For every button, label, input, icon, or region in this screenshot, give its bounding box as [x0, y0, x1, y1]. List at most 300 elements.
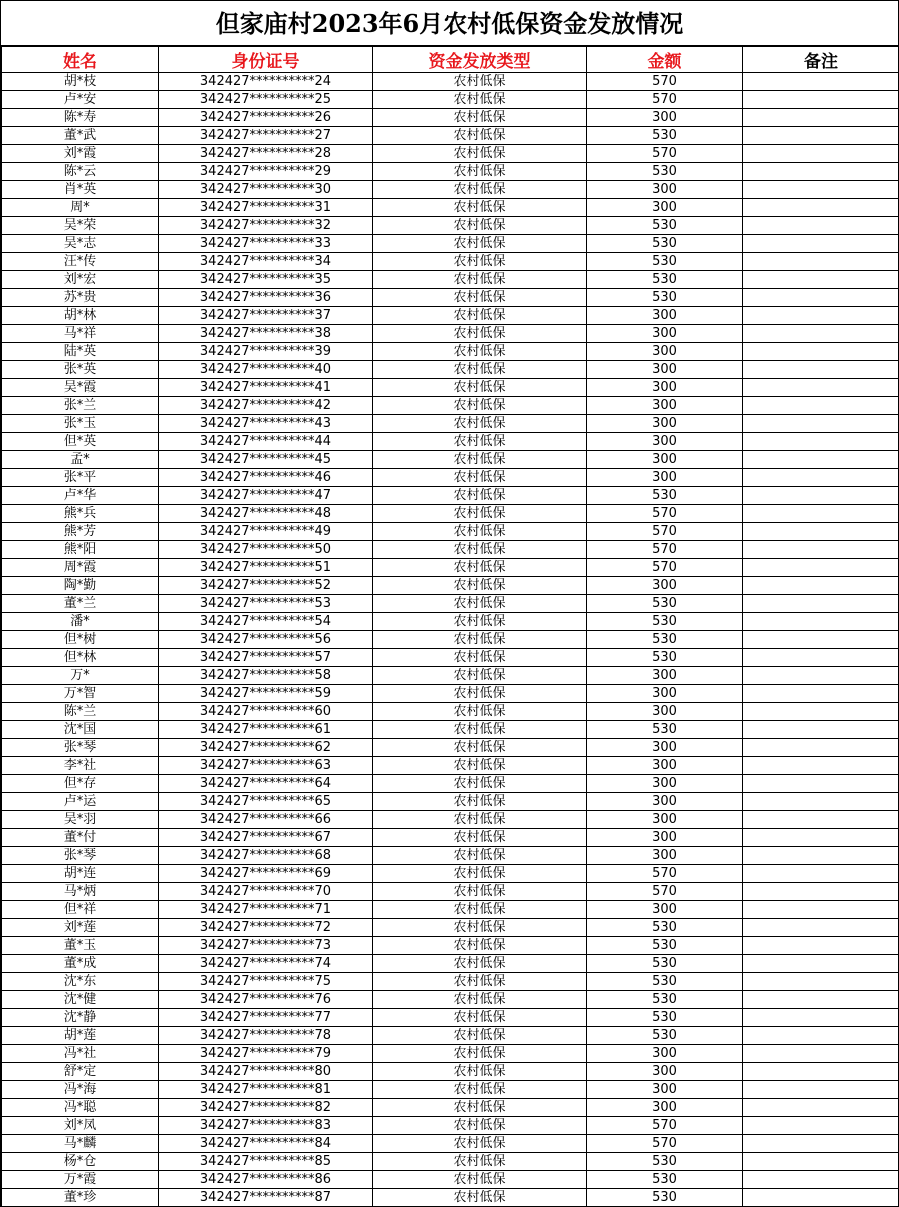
cell-payment-type[interactable]: 农村低保: [373, 343, 587, 361]
cell-payment-type[interactable]: 农村低保: [373, 541, 587, 559]
cell-remarks[interactable]: [743, 1045, 899, 1063]
cell-id-number[interactable]: 342427**********45: [159, 451, 373, 469]
cell-amount[interactable]: 530: [587, 1171, 743, 1189]
cell-payment-type[interactable]: 农村低保: [373, 667, 587, 685]
cell-remarks[interactable]: [743, 613, 899, 631]
cell-id-number[interactable]: 342427**********64: [159, 775, 373, 793]
cell-payment-type[interactable]: 农村低保: [373, 469, 587, 487]
cell-amount[interactable]: 530: [587, 991, 743, 1009]
cell-name[interactable]: 胡*莲: [2, 1027, 159, 1045]
cell-payment-type[interactable]: 农村低保: [373, 73, 587, 91]
header-remarks[interactable]: 备注: [743, 47, 899, 73]
cell-id-number[interactable]: 342427**********50: [159, 541, 373, 559]
cell-amount[interactable]: 530: [587, 217, 743, 235]
cell-id-number[interactable]: 342427**********70: [159, 883, 373, 901]
cell-amount[interactable]: 530: [587, 613, 743, 631]
cell-payment-type[interactable]: 农村低保: [373, 865, 587, 883]
cell-id-number[interactable]: 342427**********37: [159, 307, 373, 325]
cell-amount[interactable]: 570: [587, 1117, 743, 1135]
cell-remarks[interactable]: [743, 1117, 899, 1135]
cell-amount[interactable]: 570: [587, 145, 743, 163]
cell-name[interactable]: 陈*兰: [2, 703, 159, 721]
cell-amount[interactable]: 530: [587, 163, 743, 181]
cell-name[interactable]: 冯*社: [2, 1045, 159, 1063]
header-payment-type[interactable]: 资金发放类型: [373, 47, 587, 73]
cell-id-number[interactable]: 342427**********33: [159, 235, 373, 253]
cell-payment-type[interactable]: 农村低保: [373, 991, 587, 1009]
cell-amount[interactable]: 530: [587, 1189, 743, 1207]
cell-payment-type[interactable]: 农村低保: [373, 289, 587, 307]
cell-amount[interactable]: 530: [587, 235, 743, 253]
cell-remarks[interactable]: [743, 217, 899, 235]
cell-amount[interactable]: 300: [587, 901, 743, 919]
cell-payment-type[interactable]: 农村低保: [373, 631, 587, 649]
cell-id-number[interactable]: 342427**********41: [159, 379, 373, 397]
cell-amount[interactable]: 300: [587, 325, 743, 343]
cell-remarks[interactable]: [743, 955, 899, 973]
cell-amount[interactable]: 570: [587, 91, 743, 109]
cell-payment-type[interactable]: 农村低保: [373, 847, 587, 865]
cell-amount[interactable]: 570: [587, 505, 743, 523]
cell-name[interactable]: 万*智: [2, 685, 159, 703]
cell-name[interactable]: 董*珍: [2, 1189, 159, 1207]
cell-amount[interactable]: 530: [587, 127, 743, 145]
cell-remarks[interactable]: [743, 847, 899, 865]
cell-remarks[interactable]: [743, 1027, 899, 1045]
cell-name[interactable]: 陆*英: [2, 343, 159, 361]
cell-name[interactable]: 万*: [2, 667, 159, 685]
cell-name[interactable]: 董*付: [2, 829, 159, 847]
cell-payment-type[interactable]: 农村低保: [373, 649, 587, 667]
cell-id-number[interactable]: 342427**********63: [159, 757, 373, 775]
cell-amount[interactable]: 300: [587, 811, 743, 829]
cell-remarks[interactable]: [743, 919, 899, 937]
cell-remarks[interactable]: [743, 415, 899, 433]
cell-payment-type[interactable]: 农村低保: [373, 973, 587, 991]
cell-payment-type[interactable]: 农村低保: [373, 145, 587, 163]
cell-id-number[interactable]: 342427**********74: [159, 955, 373, 973]
cell-payment-type[interactable]: 农村低保: [373, 613, 587, 631]
cell-remarks[interactable]: [743, 973, 899, 991]
header-name[interactable]: 姓名: [2, 47, 159, 73]
cell-name[interactable]: 熊*阳: [2, 541, 159, 559]
cell-payment-type[interactable]: 农村低保: [373, 1027, 587, 1045]
cell-remarks[interactable]: [743, 1153, 899, 1171]
cell-remarks[interactable]: [743, 397, 899, 415]
cell-remarks[interactable]: [743, 307, 899, 325]
cell-name[interactable]: 马*祥: [2, 325, 159, 343]
cell-remarks[interactable]: [743, 469, 899, 487]
cell-amount[interactable]: 300: [587, 667, 743, 685]
cell-remarks[interactable]: [743, 595, 899, 613]
cell-id-number[interactable]: 342427**********51: [159, 559, 373, 577]
cell-remarks[interactable]: [743, 667, 899, 685]
cell-remarks[interactable]: [743, 1171, 899, 1189]
cell-id-number[interactable]: 342427**********77: [159, 1009, 373, 1027]
cell-amount[interactable]: 300: [587, 1063, 743, 1081]
cell-remarks[interactable]: [743, 325, 899, 343]
cell-amount[interactable]: 300: [587, 1099, 743, 1117]
cell-name[interactable]: 马*炳: [2, 883, 159, 901]
cell-amount[interactable]: 530: [587, 649, 743, 667]
cell-id-number[interactable]: 342427**********48: [159, 505, 373, 523]
cell-id-number[interactable]: 342427**********24: [159, 73, 373, 91]
cell-id-number[interactable]: 342427**********40: [159, 361, 373, 379]
cell-payment-type[interactable]: 农村低保: [373, 127, 587, 145]
cell-remarks[interactable]: [743, 901, 899, 919]
cell-payment-type[interactable]: 农村低保: [373, 433, 587, 451]
cell-amount[interactable]: 570: [587, 865, 743, 883]
cell-payment-type[interactable]: 农村低保: [373, 559, 587, 577]
cell-name[interactable]: 周*霞: [2, 559, 159, 577]
cell-remarks[interactable]: [743, 343, 899, 361]
cell-amount[interactable]: 530: [587, 487, 743, 505]
cell-amount[interactable]: 300: [587, 361, 743, 379]
cell-name[interactable]: 但*树: [2, 631, 159, 649]
cell-id-number[interactable]: 342427**********78: [159, 1027, 373, 1045]
cell-name[interactable]: 冯*聪: [2, 1099, 159, 1117]
cell-amount[interactable]: 300: [587, 847, 743, 865]
cell-payment-type[interactable]: 农村低保: [373, 901, 587, 919]
cell-payment-type[interactable]: 农村低保: [373, 523, 587, 541]
cell-payment-type[interactable]: 农村低保: [373, 721, 587, 739]
cell-id-number[interactable]: 342427**********83: [159, 1117, 373, 1135]
cell-remarks[interactable]: [743, 649, 899, 667]
cell-remarks[interactable]: [743, 559, 899, 577]
cell-payment-type[interactable]: 农村低保: [373, 271, 587, 289]
cell-remarks[interactable]: [743, 1099, 899, 1117]
cell-name[interactable]: 陈*云: [2, 163, 159, 181]
cell-id-number[interactable]: 342427**********80: [159, 1063, 373, 1081]
cell-amount[interactable]: 530: [587, 937, 743, 955]
cell-remarks[interactable]: [743, 811, 899, 829]
cell-name[interactable]: 但*英: [2, 433, 159, 451]
cell-amount[interactable]: 570: [587, 523, 743, 541]
cell-payment-type[interactable]: 农村低保: [373, 163, 587, 181]
cell-amount[interactable]: 530: [587, 1009, 743, 1027]
cell-remarks[interactable]: [743, 793, 899, 811]
cell-name[interactable]: 刘*霞: [2, 145, 159, 163]
cell-payment-type[interactable]: 农村低保: [373, 379, 587, 397]
cell-amount[interactable]: 300: [587, 433, 743, 451]
cell-id-number[interactable]: 342427**********42: [159, 397, 373, 415]
cell-id-number[interactable]: 342427**********82: [159, 1099, 373, 1117]
cell-name[interactable]: 张*平: [2, 469, 159, 487]
cell-name[interactable]: 张*玉: [2, 415, 159, 433]
cell-name[interactable]: 刘*宏: [2, 271, 159, 289]
cell-name[interactable]: 但*祥: [2, 901, 159, 919]
cell-id-number[interactable]: 342427**********32: [159, 217, 373, 235]
cell-name[interactable]: 沈*静: [2, 1009, 159, 1027]
cell-name[interactable]: 陶*勤: [2, 577, 159, 595]
cell-remarks[interactable]: [743, 163, 899, 181]
cell-name[interactable]: 董*武: [2, 127, 159, 145]
cell-remarks[interactable]: [743, 271, 899, 289]
cell-payment-type[interactable]: 农村低保: [373, 1063, 587, 1081]
cell-remarks[interactable]: [743, 721, 899, 739]
cell-name[interactable]: 万*霞: [2, 1171, 159, 1189]
cell-id-number[interactable]: 342427**********68: [159, 847, 373, 865]
cell-amount[interactable]: 300: [587, 577, 743, 595]
cell-amount[interactable]: 300: [587, 307, 743, 325]
cell-id-number[interactable]: 342427**********85: [159, 1153, 373, 1171]
cell-id-number[interactable]: 342427**********87: [159, 1189, 373, 1207]
cell-payment-type[interactable]: 农村低保: [373, 1153, 587, 1171]
cell-remarks[interactable]: [743, 1135, 899, 1153]
cell-name[interactable]: 孟*: [2, 451, 159, 469]
cell-amount[interactable]: 530: [587, 919, 743, 937]
cell-payment-type[interactable]: 农村低保: [373, 883, 587, 901]
cell-amount[interactable]: 530: [587, 1027, 743, 1045]
cell-remarks[interactable]: [743, 991, 899, 1009]
cell-remarks[interactable]: [743, 775, 899, 793]
cell-name[interactable]: 吴*羽: [2, 811, 159, 829]
cell-amount[interactable]: 530: [587, 1153, 743, 1171]
cell-amount[interactable]: 300: [587, 703, 743, 721]
cell-payment-type[interactable]: 农村低保: [373, 1099, 587, 1117]
cell-payment-type[interactable]: 农村低保: [373, 235, 587, 253]
cell-id-number[interactable]: 342427**********44: [159, 433, 373, 451]
cell-payment-type[interactable]: 农村低保: [373, 1117, 587, 1135]
cell-payment-type[interactable]: 农村低保: [373, 1081, 587, 1099]
cell-payment-type[interactable]: 农村低保: [373, 577, 587, 595]
cell-id-number[interactable]: 342427**********49: [159, 523, 373, 541]
cell-id-number[interactable]: 342427**********39: [159, 343, 373, 361]
cell-amount[interactable]: 530: [587, 973, 743, 991]
cell-payment-type[interactable]: 农村低保: [373, 811, 587, 829]
cell-remarks[interactable]: [743, 289, 899, 307]
cell-name[interactable]: 董*成: [2, 955, 159, 973]
cell-amount[interactable]: 300: [587, 379, 743, 397]
cell-payment-type[interactable]: 农村低保: [373, 91, 587, 109]
cell-name[interactable]: 吴*霞: [2, 379, 159, 397]
cell-remarks[interactable]: [743, 829, 899, 847]
cell-payment-type[interactable]: 农村低保: [373, 595, 587, 613]
cell-payment-type[interactable]: 农村低保: [373, 775, 587, 793]
cell-amount[interactable]: 300: [587, 109, 743, 127]
cell-name[interactable]: 李*社: [2, 757, 159, 775]
cell-name[interactable]: 但*林: [2, 649, 159, 667]
cell-payment-type[interactable]: 农村低保: [373, 793, 587, 811]
cell-amount[interactable]: 300: [587, 343, 743, 361]
cell-id-number[interactable]: 342427**********38: [159, 325, 373, 343]
cell-name[interactable]: 马*麟: [2, 1135, 159, 1153]
cell-id-number[interactable]: 342427**********31: [159, 199, 373, 217]
cell-remarks[interactable]: [743, 127, 899, 145]
cell-remarks[interactable]: [743, 541, 899, 559]
cell-id-number[interactable]: 342427**********61: [159, 721, 373, 739]
cell-amount[interactable]: 530: [587, 271, 743, 289]
cell-amount[interactable]: 300: [587, 757, 743, 775]
cell-remarks[interactable]: [743, 109, 899, 127]
cell-id-number[interactable]: 342427**********43: [159, 415, 373, 433]
cell-amount[interactable]: 300: [587, 415, 743, 433]
cell-remarks[interactable]: [743, 1009, 899, 1027]
cell-id-number[interactable]: 342427**********67: [159, 829, 373, 847]
cell-remarks[interactable]: [743, 91, 899, 109]
cell-amount[interactable]: 530: [587, 955, 743, 973]
cell-amount[interactable]: 530: [587, 631, 743, 649]
cell-name[interactable]: 卢*运: [2, 793, 159, 811]
cell-id-number[interactable]: 342427**********86: [159, 1171, 373, 1189]
cell-id-number[interactable]: 342427**********35: [159, 271, 373, 289]
cell-payment-type[interactable]: 农村低保: [373, 397, 587, 415]
cell-id-number[interactable]: 342427**********30: [159, 181, 373, 199]
cell-payment-type[interactable]: 农村低保: [373, 757, 587, 775]
cell-amount[interactable]: 530: [587, 289, 743, 307]
cell-name[interactable]: 熊*芳: [2, 523, 159, 541]
header-id-number[interactable]: 身份证号: [159, 47, 373, 73]
cell-payment-type[interactable]: 农村低保: [373, 1171, 587, 1189]
cell-amount[interactable]: 300: [587, 451, 743, 469]
cell-amount[interactable]: 300: [587, 739, 743, 757]
cell-name[interactable]: 沈*健: [2, 991, 159, 1009]
cell-name[interactable]: 潘*: [2, 613, 159, 631]
cell-payment-type[interactable]: 农村低保: [373, 253, 587, 271]
cell-id-number[interactable]: 342427**********52: [159, 577, 373, 595]
cell-payment-type[interactable]: 农村低保: [373, 181, 587, 199]
cell-id-number[interactable]: 342427**********71: [159, 901, 373, 919]
cell-name[interactable]: 卢*华: [2, 487, 159, 505]
cell-payment-type[interactable]: 农村低保: [373, 919, 587, 937]
cell-name[interactable]: 卢*安: [2, 91, 159, 109]
cell-id-number[interactable]: 342427**********66: [159, 811, 373, 829]
cell-name[interactable]: 吴*荣: [2, 217, 159, 235]
cell-amount[interactable]: 300: [587, 685, 743, 703]
cell-amount[interactable]: 300: [587, 397, 743, 415]
cell-remarks[interactable]: [743, 703, 899, 721]
cell-remarks[interactable]: [743, 379, 899, 397]
cell-amount[interactable]: 300: [587, 181, 743, 199]
cell-name[interactable]: 张*英: [2, 361, 159, 379]
cell-remarks[interactable]: [743, 235, 899, 253]
cell-remarks[interactable]: [743, 739, 899, 757]
cell-id-number[interactable]: 342427**********79: [159, 1045, 373, 1063]
cell-payment-type[interactable]: 农村低保: [373, 1009, 587, 1027]
cell-remarks[interactable]: [743, 631, 899, 649]
cell-amount[interactable]: 530: [587, 595, 743, 613]
cell-amount[interactable]: 570: [587, 883, 743, 901]
cell-remarks[interactable]: [743, 757, 899, 775]
cell-name[interactable]: 苏*贵: [2, 289, 159, 307]
cell-payment-type[interactable]: 农村低保: [373, 415, 587, 433]
cell-amount[interactable]: 300: [587, 1045, 743, 1063]
cell-name[interactable]: 胡*林: [2, 307, 159, 325]
cell-payment-type[interactable]: 农村低保: [373, 451, 587, 469]
cell-payment-type[interactable]: 农村低保: [373, 703, 587, 721]
cell-name[interactable]: 舒*定: [2, 1063, 159, 1081]
cell-amount[interactable]: 300: [587, 1081, 743, 1099]
cell-id-number[interactable]: 342427**********27: [159, 127, 373, 145]
cell-remarks[interactable]: [743, 937, 899, 955]
cell-amount[interactable]: 530: [587, 721, 743, 739]
cell-id-number[interactable]: 342427**********62: [159, 739, 373, 757]
cell-id-number[interactable]: 342427**********59: [159, 685, 373, 703]
cell-amount[interactable]: 570: [587, 559, 743, 577]
cell-remarks[interactable]: [743, 451, 899, 469]
cell-remarks[interactable]: [743, 505, 899, 523]
cell-payment-type[interactable]: 农村低保: [373, 199, 587, 217]
cell-payment-type[interactable]: 农村低保: [373, 217, 587, 235]
cell-id-number[interactable]: 342427**********29: [159, 163, 373, 181]
cell-name[interactable]: 周*: [2, 199, 159, 217]
cell-name[interactable]: 肖*英: [2, 181, 159, 199]
cell-id-number[interactable]: 342427**********72: [159, 919, 373, 937]
cell-name[interactable]: 汪*传: [2, 253, 159, 271]
cell-name[interactable]: 熊*兵: [2, 505, 159, 523]
cell-remarks[interactable]: [743, 883, 899, 901]
cell-payment-type[interactable]: 农村低保: [373, 1045, 587, 1063]
cell-payment-type[interactable]: 农村低保: [373, 325, 587, 343]
cell-amount[interactable]: 570: [587, 73, 743, 91]
cell-id-number[interactable]: 342427**********53: [159, 595, 373, 613]
cell-id-number[interactable]: 342427**********76: [159, 991, 373, 1009]
cell-id-number[interactable]: 342427**********84: [159, 1135, 373, 1153]
cell-id-number[interactable]: 342427**********69: [159, 865, 373, 883]
cell-name[interactable]: 陈*寿: [2, 109, 159, 127]
cell-payment-type[interactable]: 农村低保: [373, 505, 587, 523]
cell-name[interactable]: 胡*枝: [2, 73, 159, 91]
cell-remarks[interactable]: [743, 523, 899, 541]
cell-name[interactable]: 吴*志: [2, 235, 159, 253]
cell-name[interactable]: 刘*凤: [2, 1117, 159, 1135]
cell-id-number[interactable]: 342427**********56: [159, 631, 373, 649]
cell-payment-type[interactable]: 农村低保: [373, 685, 587, 703]
cell-amount[interactable]: 300: [587, 199, 743, 217]
cell-id-number[interactable]: 342427**********34: [159, 253, 373, 271]
cell-remarks[interactable]: [743, 865, 899, 883]
cell-payment-type[interactable]: 农村低保: [373, 109, 587, 127]
cell-remarks[interactable]: [743, 1081, 899, 1099]
cell-amount[interactable]: 300: [587, 793, 743, 811]
cell-payment-type[interactable]: 农村低保: [373, 937, 587, 955]
cell-payment-type[interactable]: 农村低保: [373, 487, 587, 505]
cell-id-number[interactable]: 342427**********25: [159, 91, 373, 109]
cell-id-number[interactable]: 342427**********60: [159, 703, 373, 721]
cell-remarks[interactable]: [743, 73, 899, 91]
cell-name[interactable]: 刘*莲: [2, 919, 159, 937]
cell-remarks[interactable]: [743, 577, 899, 595]
cell-amount[interactable]: 300: [587, 829, 743, 847]
cell-payment-type[interactable]: 农村低保: [373, 955, 587, 973]
cell-payment-type[interactable]: 农村低保: [373, 1135, 587, 1153]
cell-payment-type[interactable]: 农村低保: [373, 361, 587, 379]
cell-id-number[interactable]: 342427**********26: [159, 109, 373, 127]
cell-remarks[interactable]: [743, 433, 899, 451]
cell-id-number[interactable]: 342427**********65: [159, 793, 373, 811]
cell-remarks[interactable]: [743, 181, 899, 199]
header-amount[interactable]: 金额: [587, 47, 743, 73]
cell-name[interactable]: 张*琴: [2, 847, 159, 865]
cell-id-number[interactable]: 342427**********46: [159, 469, 373, 487]
cell-id-number[interactable]: 342427**********47: [159, 487, 373, 505]
cell-remarks[interactable]: [743, 487, 899, 505]
cell-id-number[interactable]: 342427**********58: [159, 667, 373, 685]
cell-remarks[interactable]: [743, 253, 899, 271]
cell-name[interactable]: 胡*连: [2, 865, 159, 883]
cell-payment-type[interactable]: 农村低保: [373, 307, 587, 325]
cell-remarks[interactable]: [743, 1063, 899, 1081]
cell-amount[interactable]: 300: [587, 469, 743, 487]
cell-id-number[interactable]: 342427**********28: [159, 145, 373, 163]
cell-name[interactable]: 但*存: [2, 775, 159, 793]
cell-name[interactable]: 冯*海: [2, 1081, 159, 1099]
cell-name[interactable]: 董*兰: [2, 595, 159, 613]
cell-payment-type[interactable]: 农村低保: [373, 1189, 587, 1207]
cell-amount[interactable]: 300: [587, 775, 743, 793]
cell-amount[interactable]: 570: [587, 1135, 743, 1153]
cell-amount[interactable]: 530: [587, 253, 743, 271]
